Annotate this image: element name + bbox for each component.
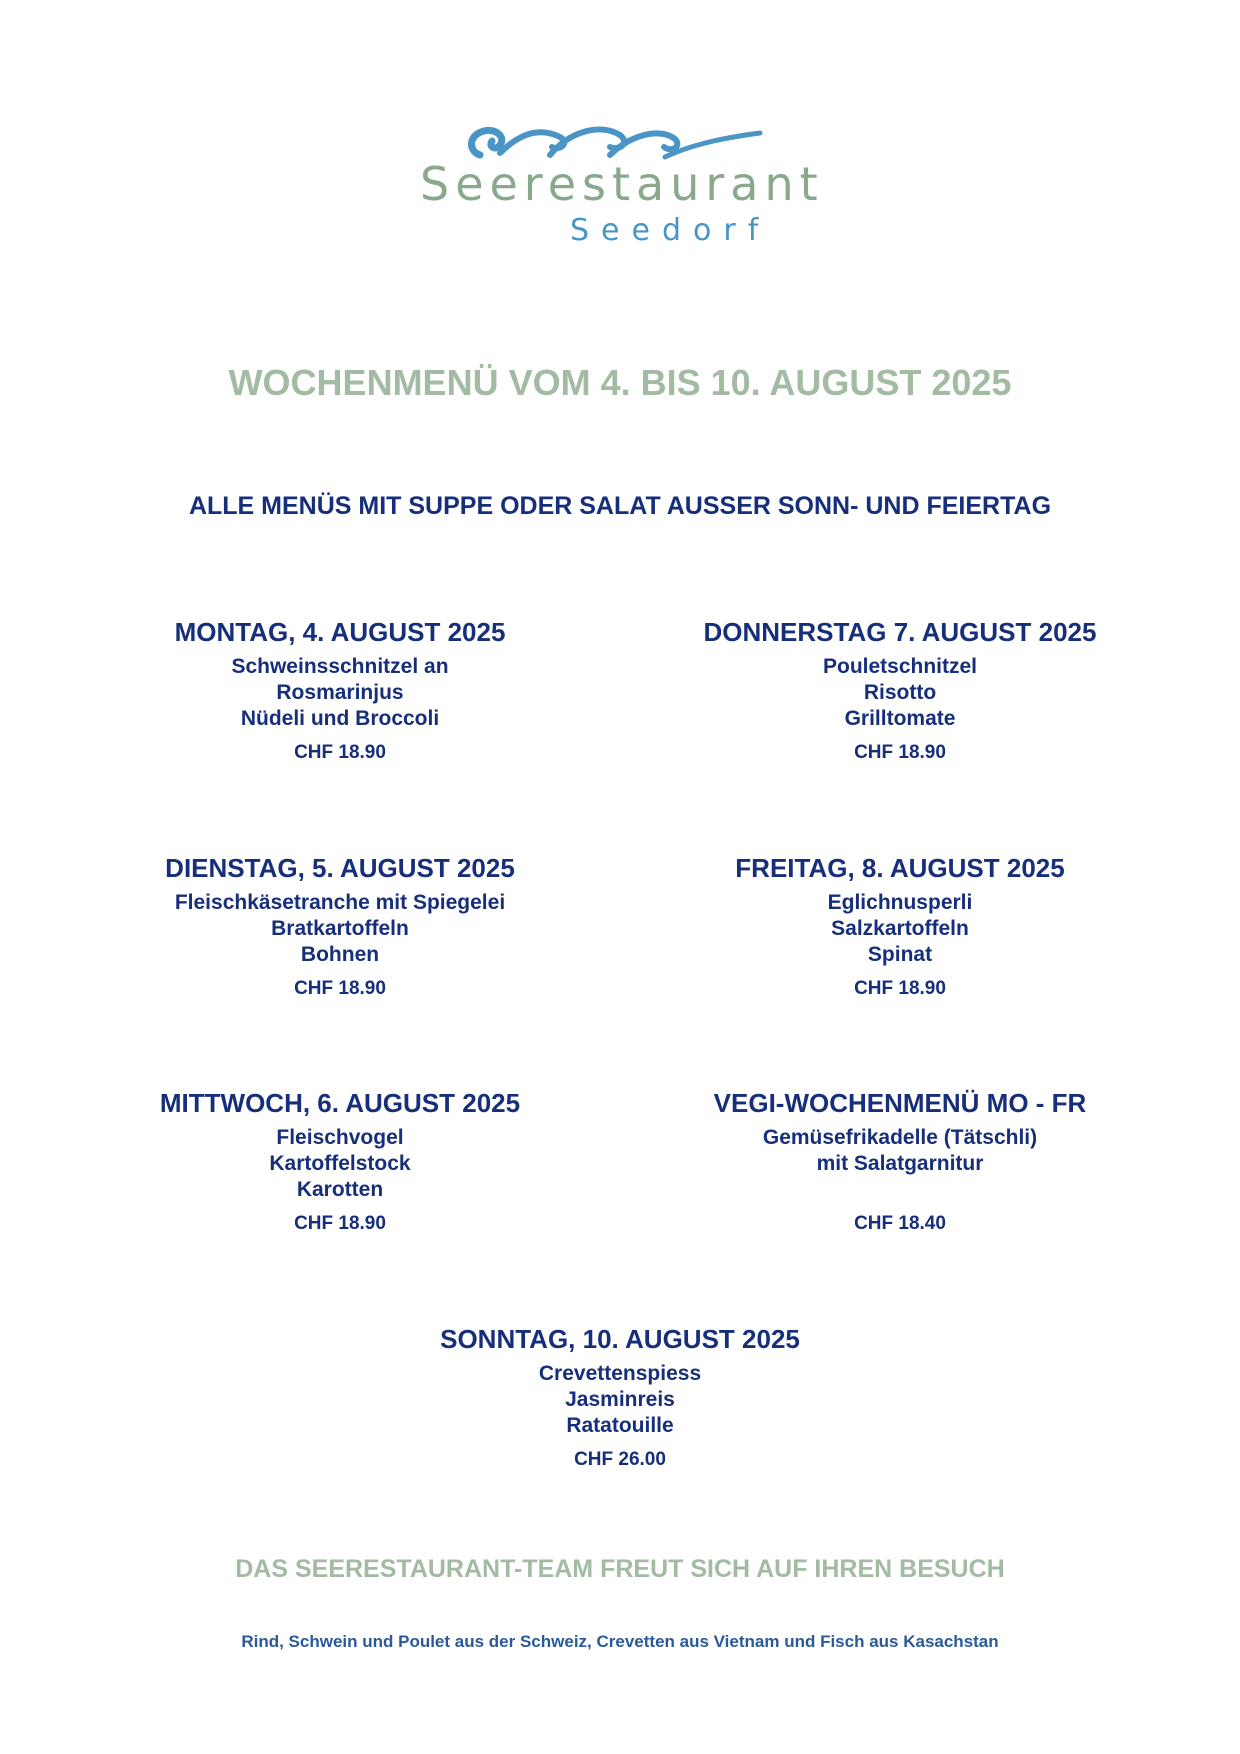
- dish-line: Nüdeli und Broccoli: [240, 707, 440, 730]
- dish-line: Spinat: [867, 943, 933, 966]
- day-heading: DIENSTAG, 5. AUGUST 2025: [165, 853, 515, 883]
- day-heading: MONTAG, 4. AUGUST 2025: [174, 617, 506, 647]
- day-menu-wednesday: [60, 1081, 620, 1237]
- day-heading: FREITAG, 8. AUGUST 2025: [735, 853, 1065, 883]
- day-menu-monday: [60, 610, 620, 766]
- dish-line: Risotto: [863, 681, 937, 704]
- dish-line: mit Salatgarnitur: [816, 1152, 984, 1175]
- dish-line: Bohnen: [300, 943, 380, 966]
- price: CHF 18.90: [854, 978, 946, 999]
- day-menu-sunday: [340, 1317, 900, 1473]
- price: CHF 18.40: [854, 1213, 946, 1234]
- day-menu-friday: [620, 846, 1180, 1002]
- price: CHF 18.90: [294, 1213, 386, 1234]
- dish-line: Crevettenspiess: [538, 1362, 702, 1385]
- meat-origin-note: Rind, Schwein und Poulet aus der Schweiz, Crevetten aus Vietnam und Fisch aus Kasachstan: [241, 1632, 999, 1651]
- dish-line: Grilltomate: [844, 707, 956, 730]
- price: CHF 26.00: [574, 1449, 666, 1470]
- dish-line: Pouletschnitzel: [822, 655, 978, 678]
- page-title: WOCHENMENÜ VOM 4. BIS 10. AUGUST 2025: [228, 362, 1012, 403]
- dish-line: Schweinsschnitzel an: [231, 655, 449, 678]
- price: CHF 18.90: [854, 742, 946, 763]
- price: CHF 18.90: [294, 742, 386, 763]
- dish-line: Ratatouille: [566, 1414, 674, 1437]
- team-greeting: DAS SEERESTAURANT-TEAM FREUT SICH AUF IHREN BESUCH: [235, 1555, 1005, 1583]
- dish-line: Bratkartoffeln: [271, 917, 409, 940]
- dish-line: Salzkartoffeln: [831, 917, 969, 940]
- logo-wordmark: Seerestaurant: [420, 157, 824, 211]
- day-heading: DONNERSTAG 7. AUGUST 2025: [703, 617, 1097, 647]
- dish-line: Kartoffelstock: [269, 1152, 411, 1175]
- dish-line: Fleischvogel: [276, 1126, 404, 1149]
- dish-line: Rosmarinjus: [276, 681, 404, 704]
- dish-line: Jasminreis: [565, 1388, 675, 1411]
- dish-line: Karotten: [296, 1178, 384, 1201]
- dish-line: Gemüsefrikadelle (Tätschli): [762, 1126, 1038, 1149]
- day-menu-thursday: [620, 610, 1180, 766]
- dish-line: Fleischkäsetranche mit Spiegelei: [174, 891, 506, 914]
- menu-note: ALLE MENÜS MIT SUPPE ODER SALAT AUSSER SONN- UND FEIERTAG: [188, 492, 1052, 520]
- day-heading: VEGI-WOCHENMENÜ MO - FR: [713, 1088, 1087, 1118]
- logo-subtitle: Seedorf: [570, 213, 771, 248]
- price: CHF 18.90: [294, 978, 386, 999]
- day-menu-tuesday: [60, 846, 620, 1002]
- restaurant-logo: [420, 105, 824, 255]
- day-menu-vegi: [620, 1081, 1180, 1237]
- day-heading: MITTWOCH, 6. AUGUST 2025: [159, 1088, 521, 1118]
- day-heading: SONNTAG, 10. AUGUST 2025: [440, 1324, 800, 1354]
- dish-line: [620, 1177, 1180, 1203]
- dish-line: Eglichnusperli: [827, 891, 973, 914]
